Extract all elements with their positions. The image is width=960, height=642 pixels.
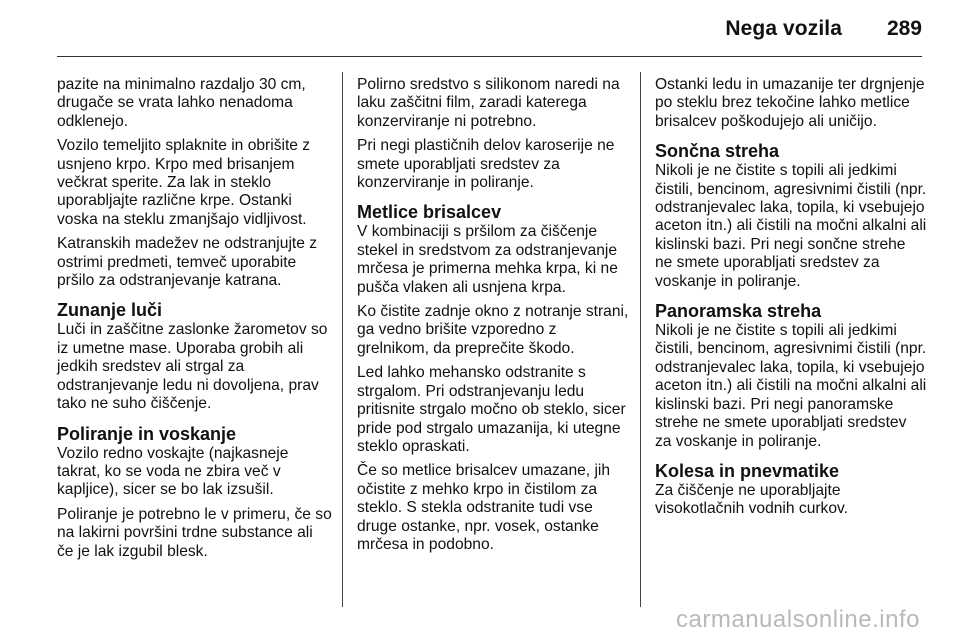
column-1 [57,76,333,567]
column-2 [357,76,629,560]
paragraph: Luči in zaščitne zaslonke žarometov so iz umetne mase. Uporaba grobih ali jedkih sredstev ali strgal za odstranjevanje ledu ni dovoljena, prav tako ne suho čiščenje. [57,321,328,413]
section-title: Nega vozila [725,17,842,40]
heading-exterior-lights: Zunanje luči [57,300,163,321]
paragraph: Nikoli je ne čistite s topili ali jedkimi čistili, bencinom, agresivnimi čistili (npr. odstranjevalec laka, topila, ki vsebujejo aceton itn.) ali čistili na močni alkalni ali kislinski bazi. Pri negi sončne strehe ne smete uporabljati sredstev za voskanje in poliranje. [655,162,927,290]
paragraph: Za čiščenje ne uporabljajte visokotlačnih vodnih curkov. [655,481,848,518]
page-header [0,0,960,60]
column-divider [342,72,343,607]
heading-sunroof: Sončna streha [655,141,780,162]
paragraph: Vozilo redno voskajte (najkasneje takrat, ko se voda ne zbira več v kapljice), sicer se bo lak izsušil. [57,444,289,499]
paragraph: Nikoli je ne čistite s topili ali jedkimi čistili, bencinom, agresivnimi čistili (npr. odstranjevalec laka, topila, ki vsebujejo aceton itn.) ali čistili na močni alkalni ali kislinski bazi. Pri negi panoramske strehe ne smete uporabljati sredstev za voskanje in poliranje. [655,322,927,450]
heading-panoramic-roof: Panoramska streha [655,301,822,322]
paragraph: Ko čistite zadnje okno z notranje strani, ga vedno brišite vzporedno z grelnikom, da preprečite škodo. [357,303,629,357]
header-rule [57,56,922,57]
paragraph: Pri negi plastičnih delov karoserije ne smete uporabljati sredstev za konzerviranje in poliranje. [357,137,615,192]
paragraph: pazite na minimalno razdaljo 30 cm, drugače se vrata lahko nenadoma odklenejo. [57,76,306,130]
paragraph: Polirno sredstvo s silikonom naredi na laku zaščitni film, zaradi katerega konzerviranje ni potrebno. [357,76,620,130]
watermark: carmanualsonline.info [676,606,920,633]
heading-wiper-blades: Metlice brisalcev [357,202,502,223]
paragraph: V kombinaciji s pršilom za čiščenje stekel in sredstvom za odstranjevanje mrčesa je primerna mehka krpa, ki ne pušča vlaken ali usnjena krpa. [357,223,618,296]
paragraph: Poliranje je potrebno le v primeru, če so na lakirni površini trdne substance ali če je lak izgubil blesk. [57,505,332,560]
paragraph: Led lahko mehansko odstranite s strgalom. Pri odstranjevanju ledu pritisnite strgalo močno ob steklo, sicer pride pod strgalo umazanija, ki utegne steklo opraskati. [357,364,626,455]
heading-polishing-waxing: Poliranje in voskanje [57,423,237,444]
paragraph: Ostanki ledu in umazanije ter drgnjenje po steklu brez tekočine lahko metlice brisalcev poškodujejo ali uničijo. [655,76,925,130]
page-number: 289 [886,17,922,40]
column-divider [640,72,641,607]
heading-wheels-tyres: Kolesa in pnevmatike [655,460,840,481]
column-3 [655,76,927,525]
paragraph: Če so metlice brisalcev umazane, jih očistite z mehko krpo in čistilom za steklo. S stekla odstranite tudi vse druge ostanke, npr. vosek, ostanke mrčesa in podobno. [357,462,611,553]
paragraph: Vozilo temeljito splaknite in obrišite z usnjeno krpo. Krpo med brisanjem večkrat sperite. Za lak in steklo uporabljajte različne krpe. Ostanki voska na steklu zmanjšajo vidljivost. [57,137,311,228]
paragraph: Katranskih madežev ne odstranjujte z ostrimi predmeti, temveč uporabite pršilo za odstranjevanje katrana. [57,235,318,290]
